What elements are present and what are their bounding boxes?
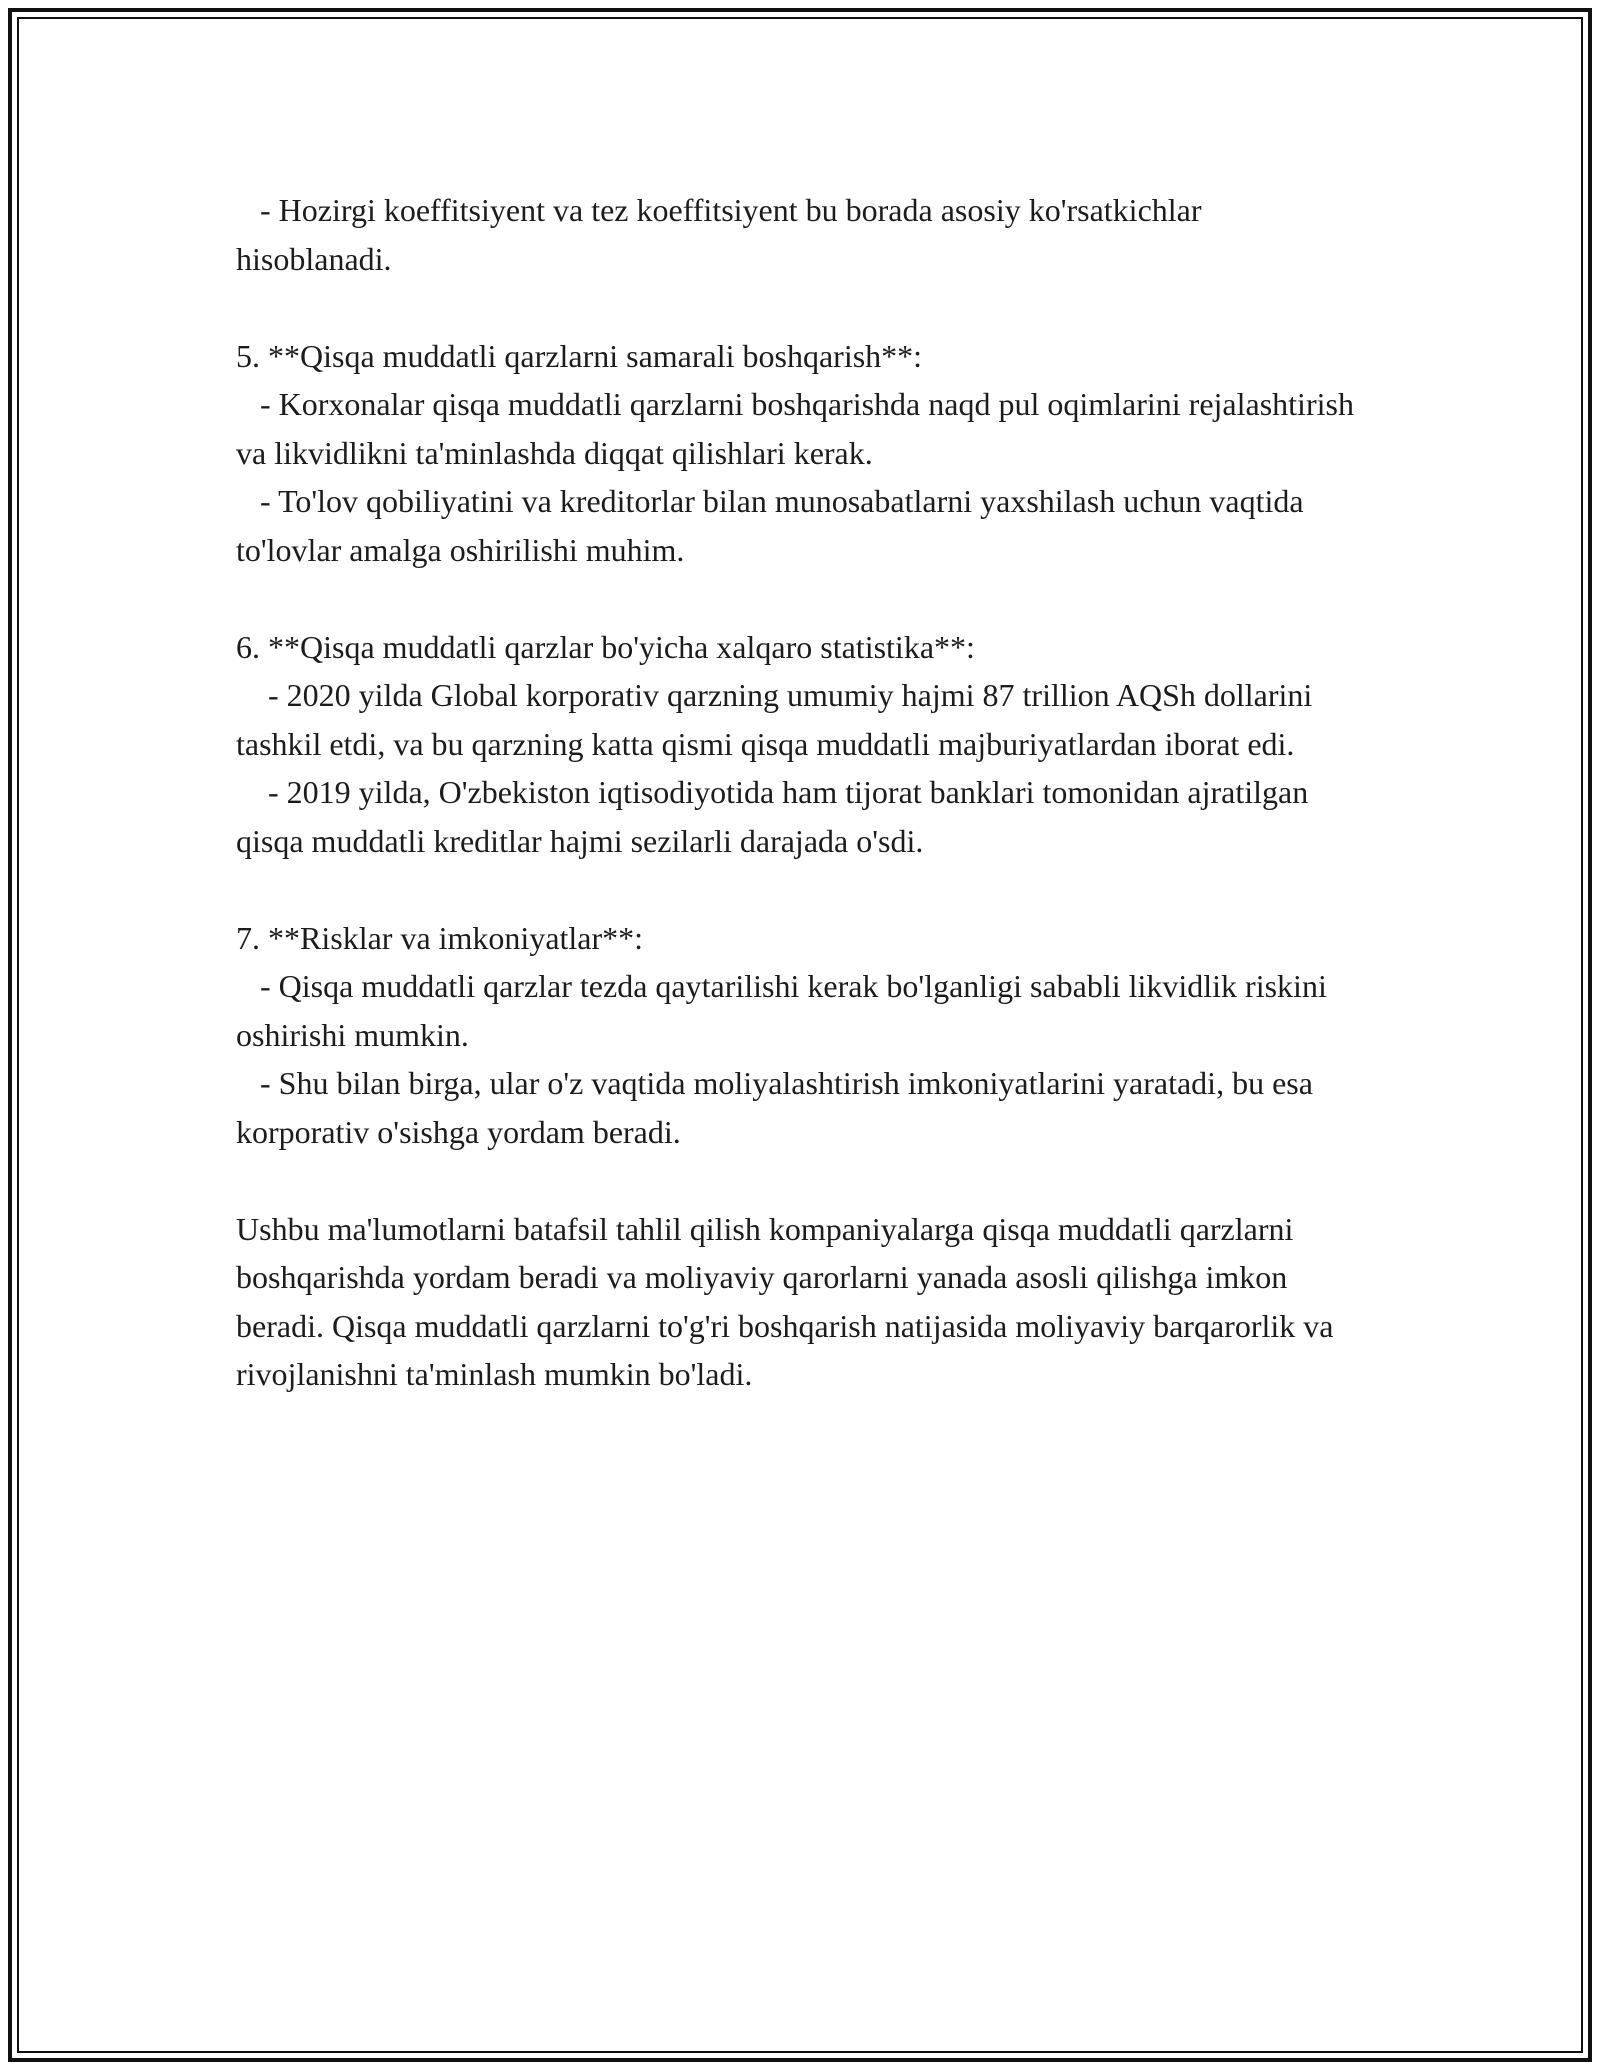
section-5-heading: 5. **Qisqa muddatli qarzlarni samarali boshqarish**: [236, 337, 923, 374]
section-7-heading: 7. **Risklar va imkoniyatlar**: [236, 919, 644, 956]
conclusion-paragraph: Ushbu ma'lumotlarni batafsil tahlil qilish kompaniyalarga qisqa muddatli qarzlarni boshqarishda yordam beradi va moliyaviy qarorlarni yanada asosli qilishga imkon beradi. Qisqa muddatli qarzlarni to'g'ri boshqarish natijasida moliyaviy barqarorlik va rivojlanishni ta'minlash mumkin bo'ladi. [236, 1210, 1342, 1392]
section-6-bullet-2: - 2019 yilda, O'zbekiston iqtisodiyotida ham tijorat banklari tomonidan ajratilgan qisqa muddatli kreditlar hajmi sezilarli darajada o'sdi. [236, 774, 1317, 859]
section-6-heading: 6. **Qisqa muddatli qarzlar bo'yicha xalqaro statistika**: [236, 628, 975, 665]
paragraph-gap [236, 574, 1364, 623]
paragraph-gap [236, 865, 1364, 914]
section-6-bullet-1: - 2020 yilda Global korporativ qarzning umumiy hajmi 87 trillion AQSh dollarini tashkil etdi, va bu qarzning katta qismi qisqa muddatli majburiyatlardan iborat edi. [236, 677, 1321, 762]
section-7-bullet-2: - Shu bilan birga, ular o'z vaqtida moliyalashtirish imkoniyatlarini yaratadi, bu esa korporativ o'sishga yordam beradi. [236, 1065, 1321, 1150]
section-7-bullet-1: - Qisqa muddatli qarzlar tezda qaytarilishi kerak bo'lganligi sababli likvidlik riskini oshirishi mumkin. [236, 968, 1335, 1053]
paragraph-gap [236, 283, 1364, 332]
document-body [236, 186, 1364, 1399]
bullet-current-ratio: - Hozirgi koeffitsiyent va tez koeffitsiyent bu borada asosiy ko'rsatkichlar hisoblanadi. [236, 192, 1210, 277]
section-5-bullet-1: - Korxonalar qisqa muddatli qarzlarni boshqarishda naqd pul oqimlarini rejalashtirish va likvidlikni ta'minlashda diqqat qilishlari kerak. [236, 386, 1362, 471]
section-5-bullet-2: - To'lov qobiliyatini va kreditorlar bilan munosabatlarni yaxshilash uchun vaqtida to'lovlar amalga oshirilishi muhim. [236, 483, 1312, 568]
paragraph-gap [236, 1156, 1364, 1205]
